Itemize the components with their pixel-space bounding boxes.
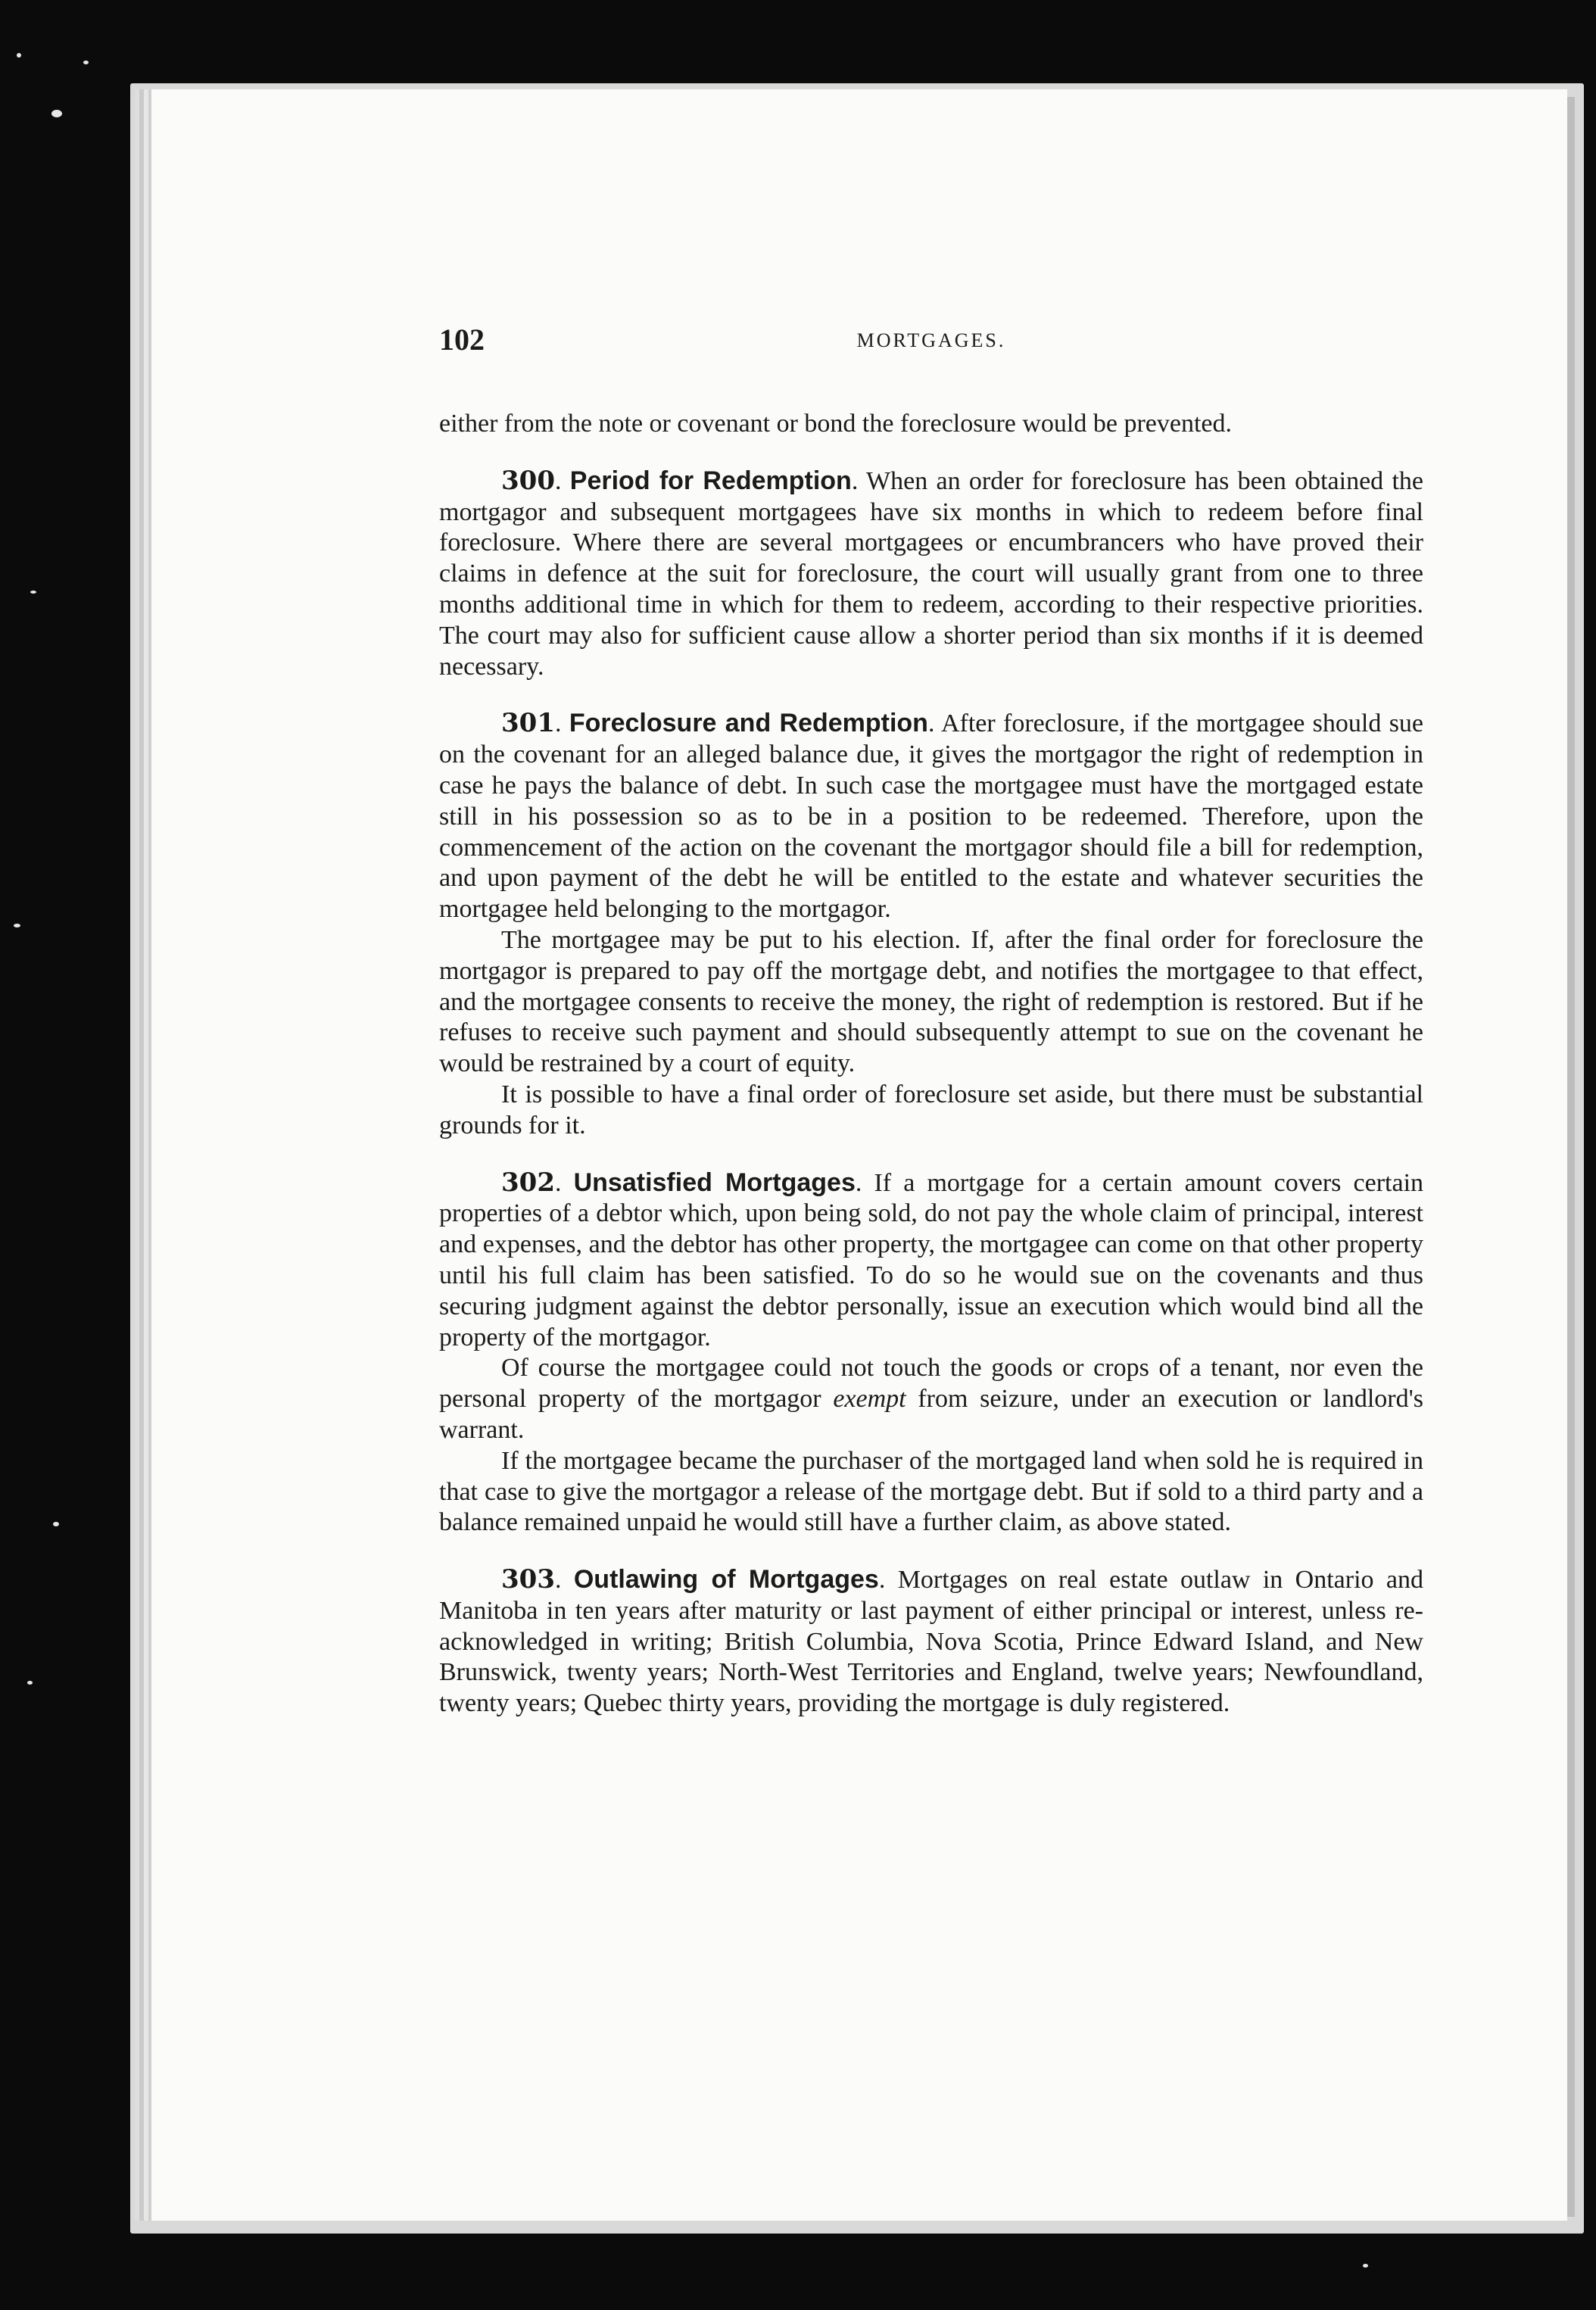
section-number: 300 (501, 465, 555, 496)
section-number: 302 (501, 1167, 555, 1198)
section-title: Unsatisfied Mortgages (573, 1167, 856, 1197)
section-text: Mortgages on real estate outlaw in Ontario and Manitoba in ten years after maturity or last payment of either principal or interest, unless re-acknowledged in writing; British Columbia, Nova Scotia, Prince Edward Island, and New Brunswick, twenty years; North-West Territories and England, twelve years; Newfoundland, twenty years; Quebec thirty years, providing the mortgage is duly registered. (439, 1566, 1424, 1718)
section-number: 303 (501, 1564, 555, 1595)
section-paragraph: 300. Period for Redemption. When an order for foreclosure has been obtained the mortgagor and subsequent mortgagees have six months in which to redeem before final foreclosure. Where there are several mortgagees or encumbrancers who have proved their claims in defence at the suit for foreclosure, the court will usually grant from one to three months additional time in which for them to redeem, according to their respective priorities. The court may also for sufficient cause allow a shorter period than six months if it is deemed necessary. (439, 465, 1424, 681)
section-300 (439, 466, 1423, 683)
section-title: Outlawing of Mortgages (573, 1565, 879, 1595)
section-paragraph: 302. Unsatisfied Mortgages. If a mortgage for a certain amount covers certain properties of a debtor which, upon being sold, do not pay the whole claim of principal, interest and expenses, and the debtor has other property, the mortgagee can come on that other property until his full claim has been satisfied. To do so he would sue on the covenants and thus securing judgment against the debtor personally, issue an execution which would bind all the property of the mortgagor. (439, 1167, 1424, 1351)
page-number: 102 (439, 323, 485, 357)
dust-speck (1363, 2264, 1368, 2268)
section-paragraph: 301. Foreclosure and Redemption. After foreclosure, if the mortgagee should sue on the covenant for an alleged balance due, it gives the mortgagor the right of redemption in case he pays the balance of debt. In such case the mortgagee must have the mortgaged estate still in his possession so as to be in a position to be redeemed. Therefore, upon the commencement of the action on the covenant the mortgagor should file a bill for redemption, and upon payment of the debt he will be entitled to the estate and whatever securities the mortgagee held belonging to the mortgagor. (439, 708, 1424, 924)
dust-speck (27, 1681, 33, 1685)
dust-speck (83, 61, 89, 64)
running-head (439, 322, 1423, 367)
text-run: from seizure, under an execution or landlord's warrant. (439, 1385, 1423, 1444)
dust-speck (17, 53, 21, 58)
section-title: Foreclosure and Redemption (569, 709, 928, 738)
running-title: MORTGAGES. (856, 329, 1006, 351)
dust-speck (30, 591, 36, 594)
section-303 (439, 1564, 1423, 1719)
page-content (439, 322, 1423, 1719)
body-paragraph: The mortgagee may be put to his election. If, after the final order for foreclosure the mortgagor is prepared to pay off the mortgage debt, and notifies the mortgagee to that effect, and the mortgagee consents to receive the money, the right of redemption is restored. But if he refuses to receive such payment and should subsequently attempt to sue on the covenant he would be restrained by a court of equity. (439, 925, 1423, 1078)
dust-speck (53, 1522, 59, 1526)
section-text: If a mortgage for a certain amount covers certain properties of a debtor which, upon being sold, do not pay the whole claim of principal, interest and expenses, and the debtor has other property, the mortgagee can come on that other property until his full claim has been satisfied. To do so he would sue on the covenants and thus securing judgment against the debtor personally, issue an execution which would bind all the property of the mortgagor. (439, 1168, 1424, 1351)
section-title: Period for Redemption (569, 466, 852, 495)
section-text: After foreclosure, if the mortgagee should sue on the covenant for an alleged balance due, it gives the mortgagor the right of redemption in case he pays the balance of debt. In such case the mortgagee must have the mortgaged estate still in his possession so as to be in a position to be redeemed. Therefore, upon the commencement of the action on the covenant the mortgagor should file a bill for redemption, and upon payment of the debt he will be entitled to the estate and whatever securities the mortgagee held belonging to the mortgagor. (439, 709, 1424, 924)
section-number: 301 (501, 708, 555, 739)
dust-speck (51, 110, 62, 117)
dust-speck (14, 924, 20, 927)
right-page-edge (1567, 97, 1575, 2217)
section-302 (439, 1167, 1423, 1539)
body-paragraph: It is possible to have a final order of foreclosure set aside, but there must be substantial grounds for it. (439, 1080, 1423, 1139)
section-text: When an order for foreclosure has been obtained the mortgagor and subsequent mortgagees have six months in which to redeem before final foreclosure. Where there are several mortgagees or encumbrancers who have proved their claims in defence at the suit for foreclosure, the court will usually grant from one to three months additional time in which for them to redeem, according to their respective priorities. The court may also for sufficient cause allow a shorter period than six months if it is deemed necessary. (439, 466, 1424, 681)
italic-term: exempt (833, 1385, 906, 1414)
text-run: Of course the mortgagee could not touch the goods or crops of a tenant, nor even the personal property of the mortgagor (439, 1354, 1423, 1414)
body-paragraph (439, 1353, 1423, 1445)
intro-paragraph: either from the note or covenant or bond the foreclosure would be prevented. (439, 410, 1233, 438)
body-paragraph: If the mortgagee became the purchaser of the mortgaged land when sold he is required in that case to give the mortgagor a release of the mortgage debt. But if sold to a third party and a balance remained unpaid he would still have a further claim, as above stated. (439, 1446, 1423, 1537)
section-paragraph: 303. Outlawing of Mortgages. Mortgages on real estate outlaw in Ontario and Manitoba in ten years after maturity or last payment of either principal or interest, unless re-acknowledged in writing; British Columbia, Nova Scotia, Prince Edward Island, and New Brunswick, twenty years; North-West Territories and England, twelve years; Newfoundland, twenty years; Quebec thirty years, providing the mortgage is duly registered. (439, 1564, 1424, 1718)
section-301 (439, 708, 1423, 1141)
